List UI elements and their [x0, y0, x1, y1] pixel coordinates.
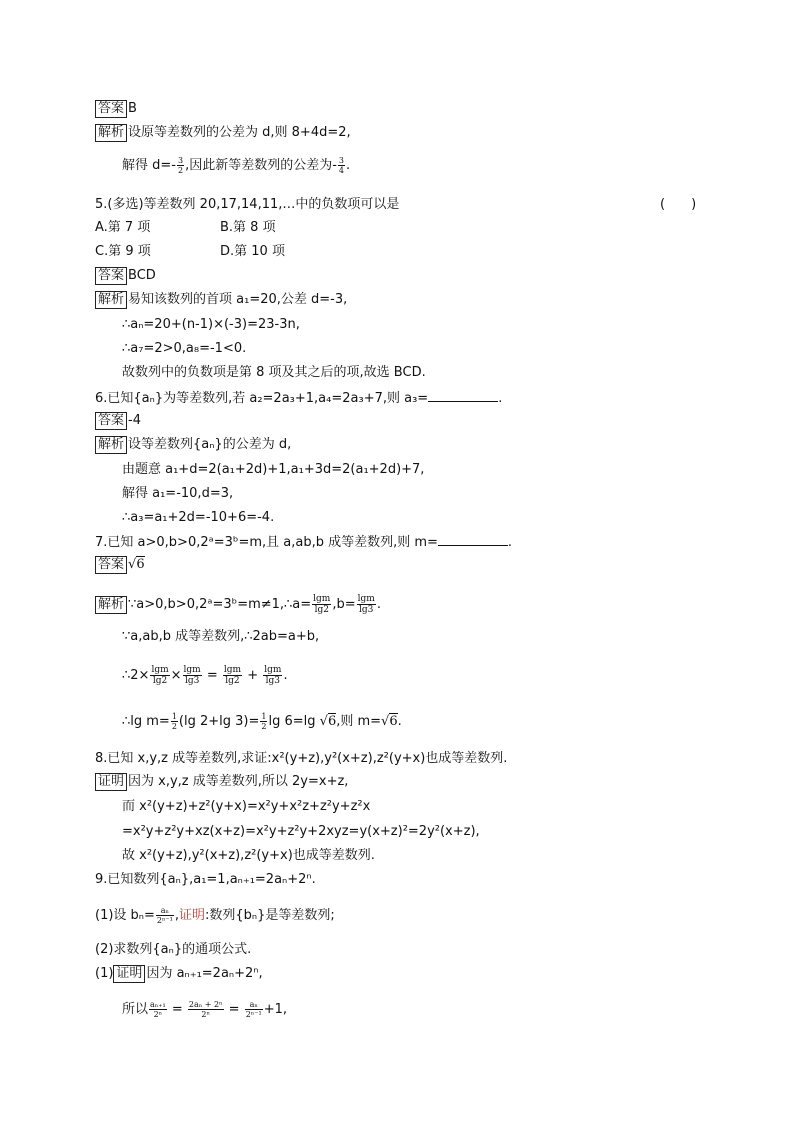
q9-sol-prefix: (1)	[95, 966, 114, 981]
q9-frac-2: $\frac{\text{2aₙ + 2ⁿ}}{\text{2ⁿ}}$	[188, 1000, 223, 1019]
q5-stem-text: 5.(多选)等差数列 20,17,14,11,…中的负数项可以是	[95, 197, 400, 212]
q8-line-2: 而 x²(y+z)+z²(y+x)=x²y+x²z+z²y+z²x	[122, 799, 371, 814]
q5-option-d: D.第 10 项	[220, 244, 285, 259]
proof-label: 证明	[95, 773, 127, 791]
q5-paren: ( )	[660, 197, 697, 212]
q7-sqrt6-b: √6	[381, 714, 398, 729]
q9-frac-3: $\frac{\text{aₙ}}{\text{2ⁿ⁻¹}}$	[245, 1000, 262, 1019]
q8-stem: 8.已知 x,y,z 成等差数列,求证:x²(y+z),y²(x+z),z²(y+x)也成等差数列.	[95, 751, 508, 766]
q6-stem-text: 6.已知{aₙ}为等差数列,若 a₂=2a₃+1,a₄=2a₃+7,则 a₃=	[95, 391, 429, 406]
q6-blank	[428, 389, 498, 402]
q6-analysis-row	[95, 436, 291, 454]
q7-frac-c: $\frac{\lg m}{\lg 2}$	[151, 665, 169, 686]
q7-line3-prefix: ∴2×	[122, 668, 150, 683]
q6-line-1: 设等差数列{aₙ}的公差为 d,	[128, 437, 292, 452]
analysis-label: 解析	[95, 596, 127, 614]
q5-answer: BCD	[128, 268, 156, 283]
q9-sol-line2-prefix: 所以	[122, 1002, 149, 1017]
q4-analysis-row	[95, 124, 351, 142]
q5-analysis-row	[95, 291, 347, 309]
q9-stem: 9.已知数列{aₙ},a₁=1,aₙ₊₁=2aₙ+2ⁿ.	[95, 872, 316, 887]
q7-answer: √6	[128, 557, 145, 572]
q9-part1	[95, 906, 335, 925]
q4-frac1: $\frac{3}{2}$	[177, 156, 184, 175]
q9-frac-1: $\frac{\text{aₙ₊₁}}{\text{2ⁿ}}$	[150, 1000, 166, 1019]
answer-label: 答案	[95, 267, 127, 285]
q8-proof-row	[95, 773, 348, 791]
q5-option-c: C.第 9 项	[95, 244, 151, 259]
q9-frac-bn: $\frac{\text{aₙ}}{\text{2ⁿ⁻¹}}$	[156, 906, 173, 925]
q5-line-1: 易知该数列的首项 a₁=20,公差 d=-3,	[128, 292, 348, 307]
q6-stem: 6.已知{aₙ}为等差数列,若 a₂=2a₃+1,a₄=2a₃+7,则 a₃= .	[95, 391, 503, 406]
q4-solve-row: 解得 d=- $\frac{3}{2}$ ,因此新等差数列的公差为- $\frac{3}{4}$ .	[122, 156, 351, 175]
q4-answer-row	[95, 100, 137, 118]
q4-analysis-line1: 设原等差数列的公差为 d,则 8+4d=2,	[128, 125, 351, 140]
q5-option-a: A.第 7 项	[95, 220, 151, 235]
analysis-label: 解析	[95, 291, 127, 309]
q9-part1-suffix: :数列{bₙ}是等差数列;	[205, 908, 335, 923]
q7-line4-prefix: ∴lg m=	[122, 714, 170, 729]
q7-line4-mid3: ,则 m=	[336, 714, 382, 729]
q9-sol-line1: 因为 aₙ₊₁=2aₙ+2ⁿ,	[146, 966, 263, 981]
q8-line-3: =x²y+z²y+xz(x+z)=x²y+z²y+2xyz=y(x+z)²=2y²(x+z),	[122, 824, 480, 839]
q7-line4: ∴lg m= $\frac{1}{2}$ (lg 2+lg 3)= $\frac{1}{2}$ lg 6=lg √6,则 m=√6.	[122, 712, 402, 731]
q5-line-4: 故数列中的负数项是第 8 项及其之后的项,故选 BCD.	[122, 365, 426, 380]
analysis-label: 解析	[95, 124, 127, 142]
answer-label: 答案	[95, 412, 127, 430]
q7-stem-text: 7.已知 a>0,b>0,2ᵃ=3ᵇ=m,且 a,ab,b 成等差数列,则 m=	[95, 535, 438, 550]
q7-frac-e: $\frac{\lg m}{\lg 2}$	[223, 665, 242, 686]
q9-part1-mid: ,	[174, 908, 179, 923]
q8-line-4: 故 x²(y+z),y²(x+z),z²(y+x)也成等差数列.	[122, 848, 375, 863]
q5-line-2: ∴aₙ=20+(n-1)×(-3)=23-3n,	[122, 317, 300, 332]
q5-option-b: B.第 8 项	[220, 220, 276, 235]
answer-label: 答案	[95, 100, 127, 118]
q9-solution-row	[95, 965, 263, 983]
q7-stem: 7.已知 a>0,b>0,2ᵃ=3ᵇ=m,且 a,ab,b 成等差数列,则 m= .	[95, 535, 513, 550]
proof-label: 证明	[113, 965, 145, 983]
q7-analysis-row: 解析 ∵a>0,b>0,2ᵃ=3ᵇ=m≠1,∴a= $\frac{\lg m}{\lg 2}$ ,b= $\frac{\lg m}{\lg 3}$ .	[95, 594, 381, 615]
q7-sqrt6-a: √6	[319, 714, 337, 729]
q7-blank	[438, 533, 508, 546]
q7-line1-mid: ,b=	[332, 597, 356, 612]
q7-line1-prefix: ∵a>0,b>0,2ᵃ=3ᵇ=m≠1,∴a=	[128, 597, 312, 612]
q6-line-2: 由题意 a₁+d=2(a₁+2d)+1,a₁+3d=2(a₁+2d)+7,	[122, 462, 425, 477]
analysis-label: 解析	[95, 436, 127, 454]
q4-solve-prefix: 解得 d=-	[122, 158, 176, 173]
q7-answer-row	[95, 556, 145, 574]
q9-part1-prefix: (1)设 bₙ=	[95, 908, 155, 923]
q7-line3: ∴2× $\frac{\lg m}{\lg 2}$ × $\frac{\lg m}{\lg 3}$ = $\frac{\lg m}{\lg 2}$ + $\frac{\lg m}{\lg 3}$ .	[122, 665, 288, 686]
answer-label: 答案	[95, 556, 127, 574]
q5-line-3: ∴a₇=2>0,a₈=-1<0.	[122, 341, 247, 356]
q9-sol-line2: 所以 $\frac{\text{aₙ₊₁}}{\text{2ⁿ}}$ = $\frac{\text{2aₙ + 2ⁿ}}{\text{2ⁿ}}$ = $\frac{\text{aₙ}}{\text{2ⁿ⁻¹}}$ +1,	[122, 1000, 287, 1019]
q7-frac-a: $\frac{\lg m}{\lg 2}$	[313, 594, 331, 615]
q7-frac-f: $\frac{\lg m}{\lg 3}$	[264, 665, 282, 686]
q5-stem	[95, 196, 399, 214]
q4-frac2: $\frac{3}{4}$	[338, 156, 344, 175]
q5-answer-row	[95, 267, 156, 285]
q7-frac-d: $\frac{\lg m}{\lg 3}$	[183, 665, 201, 686]
q7-line4-mid2: lg 6=lg	[268, 714, 320, 729]
q6-answer-row	[95, 412, 141, 430]
q6-line-4: ∴a₃=a₁+2d=-10+6=-4.	[122, 510, 275, 525]
q4-solve-mid: ,因此新等差数列的公差为-	[185, 158, 337, 173]
q7-line4-mid1: (lg 2+lg 3)=	[178, 714, 260, 729]
q8-line-1: 因为 x,y,z 成等差数列,所以 2y=x+z,	[128, 774, 349, 789]
q4-answer: B	[128, 101, 137, 116]
q7-frac-b: $\frac{\lg m}{\lg 3}$	[357, 594, 375, 615]
q9-part2: (2)求数列{aₙ}的通项公式.	[95, 942, 252, 957]
q9-part1-proof-word: 证明	[179, 908, 206, 923]
q7-line2: ∵a,ab,b 成等差数列,∴2ab=a+b,	[122, 629, 320, 644]
q9-sol-line2-suffix: +1,	[263, 1002, 287, 1017]
q7-frac-half2: $\frac{1}{2}$	[261, 712, 267, 731]
q6-answer: -4	[128, 413, 141, 428]
q6-line-3: 解得 a₁=-10,d=3,	[122, 486, 234, 501]
q7-frac-half1: $\frac{1}{2}$	[171, 712, 177, 731]
